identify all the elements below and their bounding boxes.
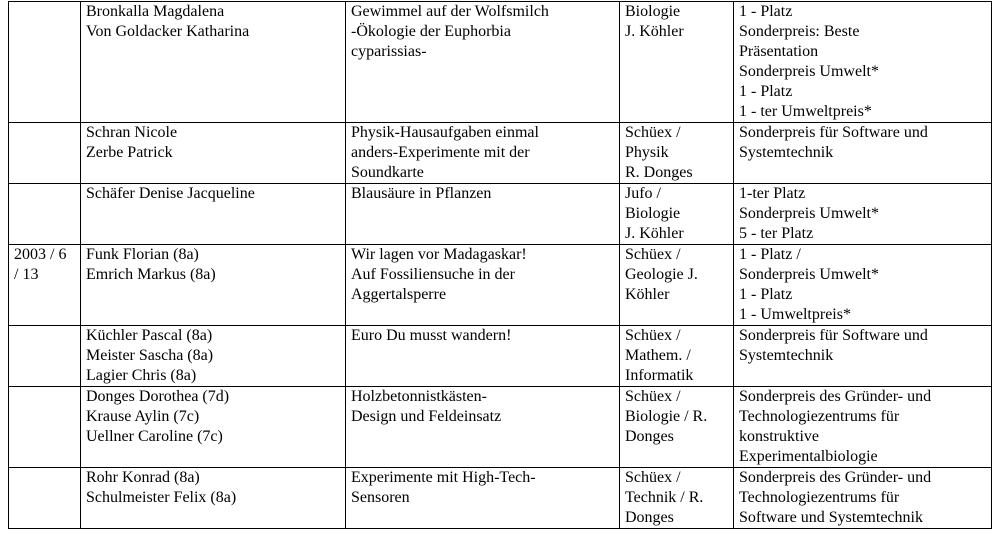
topic-text: anders-Experimente mit der bbox=[351, 144, 530, 161]
student-name: Funk Florian (8a) bbox=[86, 246, 199, 263]
topic-text: Design und Feldeinsatz bbox=[351, 408, 502, 425]
award-text: Sonderpreis Umwelt* bbox=[739, 63, 879, 80]
topic-text: -Ökologie der Euphorbia bbox=[351, 23, 511, 40]
topic-text: Holzbetonnistkästen- bbox=[351, 388, 487, 405]
student-name: Schran Nicole bbox=[86, 124, 178, 141]
award-text: 1 - Platz bbox=[739, 83, 793, 100]
student-name: Uellner Caroline (7c) bbox=[86, 428, 223, 445]
topic-text: Sensoren bbox=[351, 489, 410, 506]
year-cell bbox=[9, 387, 81, 468]
names-cell bbox=[81, 123, 346, 184]
names-cell bbox=[81, 2, 346, 123]
award-text: Sonderpreis Umwelt* bbox=[739, 266, 879, 283]
area-text: Biologie / R. bbox=[625, 408, 708, 425]
award-cell bbox=[734, 245, 992, 326]
topic-cell bbox=[346, 184, 620, 245]
topic-text: Euro Du musst wandern! bbox=[351, 327, 512, 344]
award-text: Experimentalbiologie bbox=[739, 448, 878, 465]
award-text: Systemtechnik bbox=[739, 144, 834, 161]
topic-cell bbox=[346, 326, 620, 387]
area-text: J. Köhler bbox=[625, 225, 684, 242]
area-text: Informatik bbox=[625, 367, 694, 384]
student-name: Donges Dorothea (7d) bbox=[86, 388, 230, 405]
results-table-body bbox=[9, 2, 992, 529]
year-text: 2003 / 6 bbox=[14, 246, 67, 263]
area-text: R. Donges bbox=[625, 164, 693, 181]
area-cell bbox=[620, 387, 734, 468]
award-text: 1 - Platz / bbox=[739, 246, 801, 263]
names-cell bbox=[81, 245, 346, 326]
area-text: Schüex / bbox=[625, 388, 681, 405]
award-text: Sonderpreis für Software und bbox=[739, 327, 928, 344]
award-text: Sonderpreis des Gründer- und bbox=[739, 388, 932, 405]
topic-cell bbox=[346, 123, 620, 184]
topic-text: Experimente mit High-Tech- bbox=[351, 469, 536, 486]
area-cell bbox=[620, 326, 734, 387]
student-name: Küchler Pascal (8a) bbox=[86, 327, 213, 344]
student-name: Bronkalla Magdalena bbox=[86, 3, 225, 20]
award-text: Sonderpreis Umwelt* bbox=[739, 205, 879, 222]
topic-cell bbox=[346, 2, 620, 123]
topic-text: Physik-Hausaufgaben einmal bbox=[351, 124, 539, 141]
area-cell bbox=[620, 184, 734, 245]
award-cell bbox=[734, 468, 992, 529]
student-name: Von Goldacker Katharina bbox=[86, 23, 250, 40]
award-cell bbox=[734, 184, 992, 245]
award-text: 1 - Platz bbox=[739, 3, 793, 20]
names-cell bbox=[81, 326, 346, 387]
award-text: 1 - Platz bbox=[739, 286, 793, 303]
results-table bbox=[8, 1, 992, 529]
area-text: J. Köhler bbox=[625, 23, 684, 40]
award-text: 1 - ter Umweltpreis* bbox=[739, 103, 872, 120]
student-name: Emrich Markus (8a) bbox=[86, 266, 216, 283]
topic-text: Soundkarte bbox=[351, 164, 424, 181]
area-text: Donges bbox=[625, 509, 674, 526]
topic-text: Aggertalsperre bbox=[351, 286, 447, 303]
year-cell bbox=[9, 468, 81, 529]
year-cell bbox=[9, 184, 81, 245]
student-name: Lagier Chris (8a) bbox=[86, 367, 197, 384]
area-cell bbox=[620, 123, 734, 184]
year-cell bbox=[9, 326, 81, 387]
award-cell bbox=[734, 2, 992, 123]
area-text: Biologie bbox=[625, 205, 681, 222]
topic-cell bbox=[346, 245, 620, 326]
topic-text: Auf Fossiliensuche in der bbox=[351, 266, 515, 283]
table-row bbox=[9, 123, 992, 184]
topic-text: Wir lagen vor Madagaskar! bbox=[351, 246, 527, 263]
topic-cell bbox=[346, 387, 620, 468]
award-text: Präsentation bbox=[739, 43, 819, 60]
table-row bbox=[9, 326, 992, 387]
area-text: Mathem. / bbox=[625, 347, 691, 364]
student-name: Zerbe Patrick bbox=[86, 144, 173, 161]
award-text: Technologiezentrums für bbox=[739, 408, 900, 425]
topic-text: cyparissias- bbox=[351, 43, 427, 60]
area-text: Jufo / bbox=[625, 185, 661, 202]
table-row bbox=[9, 387, 992, 468]
award-text: Technologiezentrums für bbox=[739, 489, 900, 506]
award-text: Systemtechnik bbox=[739, 347, 834, 364]
student-name: Schulmeister Felix (8a) bbox=[86, 489, 237, 506]
topic-text: Blausäure in Pflanzen bbox=[351, 185, 492, 202]
area-text: Schüex / bbox=[625, 327, 681, 344]
award-text: 1-ter Platz bbox=[739, 185, 806, 202]
topic-text: Gewimmel auf der Wolfsmilch bbox=[351, 3, 549, 20]
year-cell bbox=[9, 245, 81, 326]
student-name: Meister Sascha (8a) bbox=[86, 347, 214, 364]
area-text: Geologie J. bbox=[625, 266, 698, 283]
award-text: Sonderpreis: Beste bbox=[739, 23, 860, 40]
table-row bbox=[9, 2, 992, 123]
area-cell bbox=[620, 245, 734, 326]
award-text: konstruktive bbox=[739, 428, 819, 445]
student-name: Schäfer Denise Jacqueline bbox=[86, 185, 255, 202]
year-cell bbox=[9, 123, 81, 184]
area-text: Köhler bbox=[625, 286, 670, 303]
area-text: Schüex / bbox=[625, 124, 681, 141]
award-text: 5 - ter Platz bbox=[739, 225, 814, 242]
table-row bbox=[9, 184, 992, 245]
area-text: Schüex / bbox=[625, 246, 681, 263]
award-cell bbox=[734, 387, 992, 468]
topic-cell bbox=[346, 468, 620, 529]
award-cell bbox=[734, 326, 992, 387]
area-text: Schüex / bbox=[625, 469, 681, 486]
area-cell bbox=[620, 468, 734, 529]
table-row bbox=[9, 468, 992, 529]
award-text: Sonderpreis für Software und bbox=[739, 124, 928, 141]
names-cell bbox=[81, 387, 346, 468]
area-text: Technik / R. bbox=[625, 489, 704, 506]
year-cell bbox=[9, 2, 81, 123]
area-cell bbox=[620, 2, 734, 123]
award-cell bbox=[734, 123, 992, 184]
award-text: Software und Systemtechnik bbox=[739, 509, 923, 526]
names-cell bbox=[81, 468, 346, 529]
table-row bbox=[9, 245, 992, 326]
area-text: Donges bbox=[625, 428, 674, 445]
names-cell bbox=[81, 184, 346, 245]
award-text: Sonderpreis des Gründer- und bbox=[739, 469, 932, 486]
student-name: Rohr Konrad (8a) bbox=[86, 469, 200, 486]
area-text: Biologie bbox=[625, 3, 681, 20]
year-text: / 13 bbox=[14, 266, 39, 283]
area-text: Physik bbox=[625, 144, 669, 161]
award-text: 1 - Umweltpreis* bbox=[739, 306, 851, 323]
student-name: Krause Aylin (7c) bbox=[86, 408, 200, 425]
